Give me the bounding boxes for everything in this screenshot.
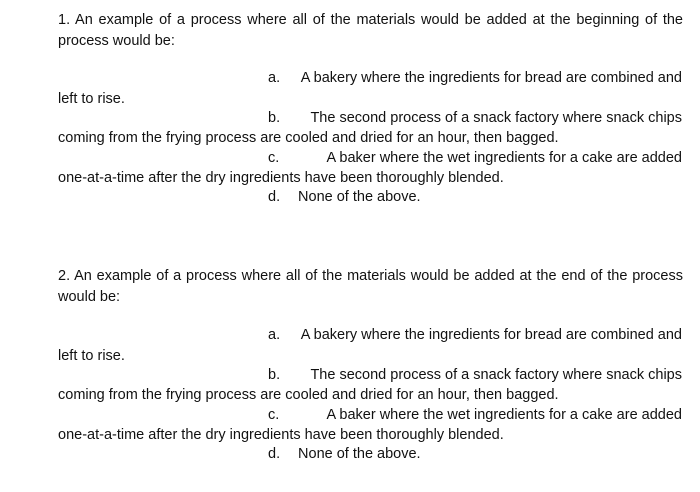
option-label: a. <box>268 327 281 343</box>
option-label: b. <box>268 110 281 126</box>
question-1-stem: 1. An example of a process where all of the materials would be added at the beginning of the process would be: <box>58 12 683 49</box>
option-label: d. <box>268 446 281 462</box>
question-2-stem: 2. An example of a process where all of the materials would be added at the end of the process would be: <box>58 268 683 305</box>
option-text: A bakery where the ingredients for bread are combined and <box>300 70 682 86</box>
option-text: A bakery where the ingredients for bread are combined and <box>300 327 682 343</box>
option-label: c. <box>268 407 280 423</box>
option-label: c. <box>268 150 280 166</box>
option-text: None of the above. <box>298 446 421 462</box>
question-1-option-a <box>268 68 682 88</box>
question-1-option-b-cont: coming from the frying process are cooled and dried for an hour, then bagged. <box>58 130 559 146</box>
question-2-option-c-cont: one-at-a-time after the dry ingredients have been thoroughly blended. <box>58 427 504 443</box>
question-1-option-d <box>268 187 421 207</box>
option-text: The second process of a snack factory where snack chips <box>310 110 682 126</box>
question-2-option-a-cont: left to rise. <box>58 348 125 364</box>
option-label: d. <box>268 189 281 205</box>
question-2-option-d <box>268 444 421 464</box>
option-text: A baker where the wet ingredients for a cake are added <box>326 150 682 166</box>
option-label: a. <box>268 70 281 86</box>
option-text: The second process of a snack factory where snack chips <box>310 367 682 383</box>
question-1-option-a-cont: left to rise. <box>58 91 125 107</box>
option-text: A baker where the wet ingredients for a cake are added <box>326 407 682 423</box>
question-1-option-c <box>268 148 682 168</box>
option-text: None of the above. <box>298 189 421 205</box>
question-2-option-c <box>268 405 682 425</box>
question-2-option-a <box>268 325 682 345</box>
question-2-option-b-cont: coming from the frying process are cooled and dried for an hour, then bagged. <box>58 387 559 403</box>
question-1-option-b <box>268 108 682 128</box>
option-label: b. <box>268 367 281 383</box>
question-1-option-c-cont: one-at-a-time after the dry ingredients have been thoroughly blended. <box>58 170 504 186</box>
question-2-option-b <box>268 365 682 385</box>
